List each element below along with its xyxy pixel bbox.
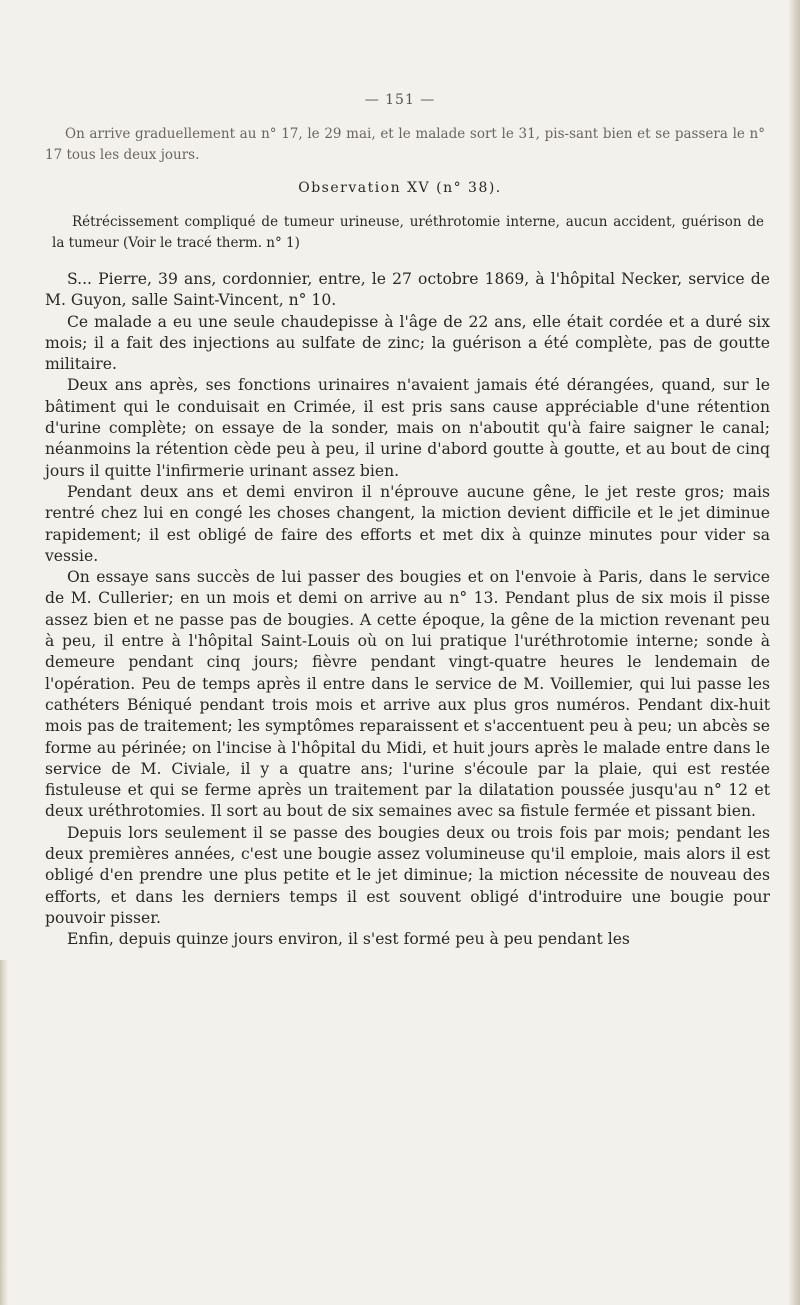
paragraph: Pendant deux ans et demi environ il n'éprouve aucune gêne, le jet reste gros; mais rentré chez lui en congé les choses changent, la miction devient difficile et le jet diminue rapidement; il est obligé de faire des efforts et met dix à quinze minutes pour vider sa vessie. — [45, 482, 770, 565]
paragraph: Ce malade a eu une seule chaudepisse à l'âge de 22 ans, elle était cordée et a duré six mois; il a fait des injections au sulfate de zinc; la guérison a été complète, pas de goutte militaire. — [45, 312, 770, 374]
continuation-text: On arrive graduellement au n° 17, le 29 mai, et le malade sort le 31, pis-sant bien et se passera le n° 17 tous les deux jours. — [45, 126, 765, 163]
paragraph: Depuis lors seulement il se passe des bougies deux ou trois fois par mois; pendant les deux premières années, c'est une bougie assez volumineuse qu'il emploie, mais alors il est obligé d'en prendre une plus petite et le jet diminue; la miction nécessite de nouveau des efforts, et dans les derniers temps il est souvent obligé d'introduire une bougie pour pouvoir pisser. — [45, 823, 770, 927]
page-edge-shadow-left — [0, 960, 8, 1305]
paragraph: S... Pierre, 39 ans, cordonnier, entre, le 27 octobre 1869, à l'hôpital Necker, service de M. Guyon, salle Saint-Vincent, n° 10. — [45, 270, 770, 310]
paragraph: Enfin, depuis quinze jours environ, il s'est formé peu à peu pendant les — [67, 930, 630, 949]
paragraph: On essaye sans succès de lui passer des bougies et on l'envoie à Paris, dans le service de M. Cullerier; en un mois et demi on arrive au n° 13. Pendant plus de six mois il pisse assez bien et ne passe pas de bougies. A cette époque, la gêne de la miction revenant peu à peu, il entre à l'hôpital Saint-Louis où on lui pratique l'uréthrotomie interne; sonde à demeure pendant cinq jours; fièvre pendant vingt-quatre heures le lendemain de l'opération. Peu de temps après il entre dans le service de M. Voillemier, qui lui passe les cathéters Béniqué pendant trois mois et arrive aux plus gros numéros. Pendant dix-huit mois pas de traitement; les symptômes reparaissent et s'accentuent peu à peu; un abcès se forme au périnée; on l'incise à l'hôpital du Midi, et huit jours après le malade entre dans le service de M. Civiale, il y a quatre ans; l'urine s'écoule par la plaie, qui est restée fistuleuse et qui se ferme après un traitement par la dilatation poussée jusqu'au n° 12 et deux uréthrotomies. Il sort au bout de six semaines avec sa fistule fermée et pissant bien. — [45, 568, 770, 821]
observation-title: Observation XV (n° 38). — [298, 180, 502, 196]
observation-body — [45, 269, 770, 951]
paragraph: Deux ans après, ses fonctions urinaires n'avaient jamais été dérangées, quand, sur le bâtiment qui le conduisait en Crimée, il est pris sans cause appréciable d'une rétention d'urine complète; on essaye de la sonder, mais on n'aboutit qu'à faire saigner le canal; néanmoins la rétention cède peu à peu, il urine d'abord goutte à goutte, et au bout de cinq jours il quitte l'infirmerie urinant assez bien. — [45, 376, 770, 480]
observation-summary: Rétrécissement compliqué de tumeur urineuse, uréthrotomie interne, aucun accident, guérison de la tumeur (Voir le tracé therm. n° 1) — [52, 214, 764, 251]
page-number: — 151 — — [364, 92, 436, 108]
